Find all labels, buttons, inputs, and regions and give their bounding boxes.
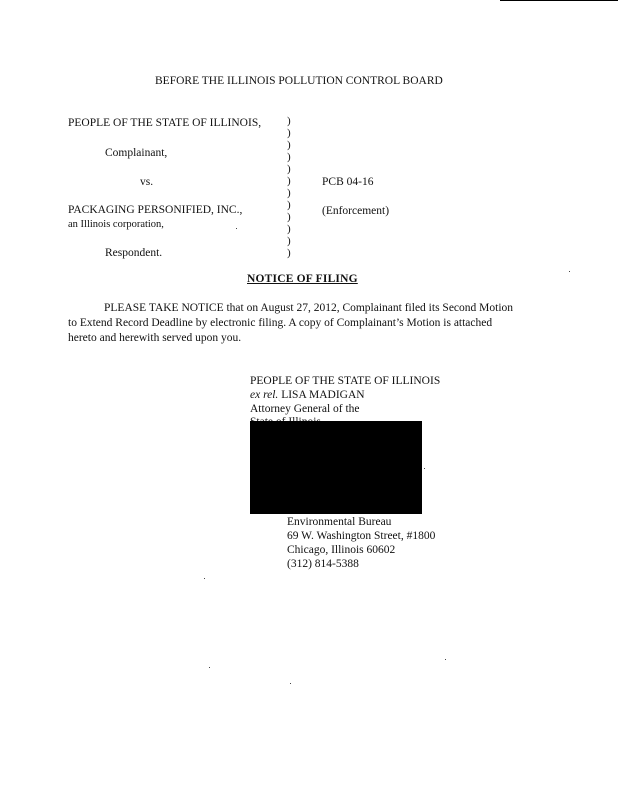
attorney-general-title: Attorney General of the — [250, 403, 360, 415]
defendant-name: PACKAGING PERSONIFIED, INC., — [68, 204, 243, 216]
plaintiff-name: PEOPLE OF THE STATE OF ILLINOIS, — [68, 117, 262, 129]
body-line-3: hereto and herewith served upon you. — [68, 332, 242, 344]
caption-bracket: ) — [287, 151, 291, 163]
scan-speck — [290, 683, 291, 684]
caption-bracket: ) — [287, 139, 291, 151]
caption-bracket-column — [287, 115, 291, 259]
page-top-rule — [500, 0, 618, 1]
caption-bracket: ) — [287, 163, 291, 175]
scan-speck — [569, 271, 570, 272]
versus-label: vs. — [140, 176, 154, 188]
caption-bracket: ) — [287, 247, 291, 259]
defendant-role: Respondent. — [105, 247, 163, 259]
defendant-description: an Illinois corporation, — [68, 219, 164, 230]
address-street: 69 W. Washington Street, #1800 — [287, 530, 436, 542]
address-phone: (312) 814-5388 — [287, 558, 359, 570]
case-number: PCB 04-16 — [322, 176, 374, 188]
case-type: (Enforcement) — [322, 205, 390, 217]
scan-speck — [204, 578, 205, 579]
caption-bracket: ) — [287, 235, 291, 247]
body-line-1: PLEASE TAKE NOTICE that on August 27, 2012, Complainant filed its Second Motion — [104, 302, 514, 314]
redaction-block — [250, 421, 422, 514]
ex-rel-label: ex rel. — [250, 389, 279, 401]
caption-bracket: ) — [287, 127, 291, 139]
attorney-general-name: LISA MADIGAN — [281, 389, 365, 401]
caption-bracket: ) — [287, 115, 291, 127]
address-bureau: Environmental Bureau — [287, 516, 392, 528]
scan-speck — [445, 659, 446, 660]
caption-bracket: ) — [287, 199, 291, 211]
scan-speck — [209, 667, 210, 668]
caption-bracket: ) — [287, 175, 291, 187]
scan-speck — [424, 468, 425, 469]
body-line-2: to Extend Record Deadline by electronic filing. A copy of Complainant’s Motion is attached — [68, 317, 493, 329]
signature-ag-line — [250, 389, 365, 402]
caption-bracket: ) — [287, 223, 291, 235]
board-title: BEFORE THE ILLINOIS POLLUTION CONTROL BOARD — [155, 75, 443, 87]
scan-speck — [236, 228, 237, 229]
caption-bracket: ) — [287, 211, 291, 223]
address-city: Chicago, Illinois 60602 — [287, 544, 396, 556]
caption-bracket: ) — [287, 187, 291, 199]
plaintiff-role: Complainant, — [105, 147, 168, 159]
signature-people: PEOPLE OF THE STATE OF ILLINOIS — [250, 375, 441, 387]
notice-heading: NOTICE OF FILING — [247, 273, 358, 285]
